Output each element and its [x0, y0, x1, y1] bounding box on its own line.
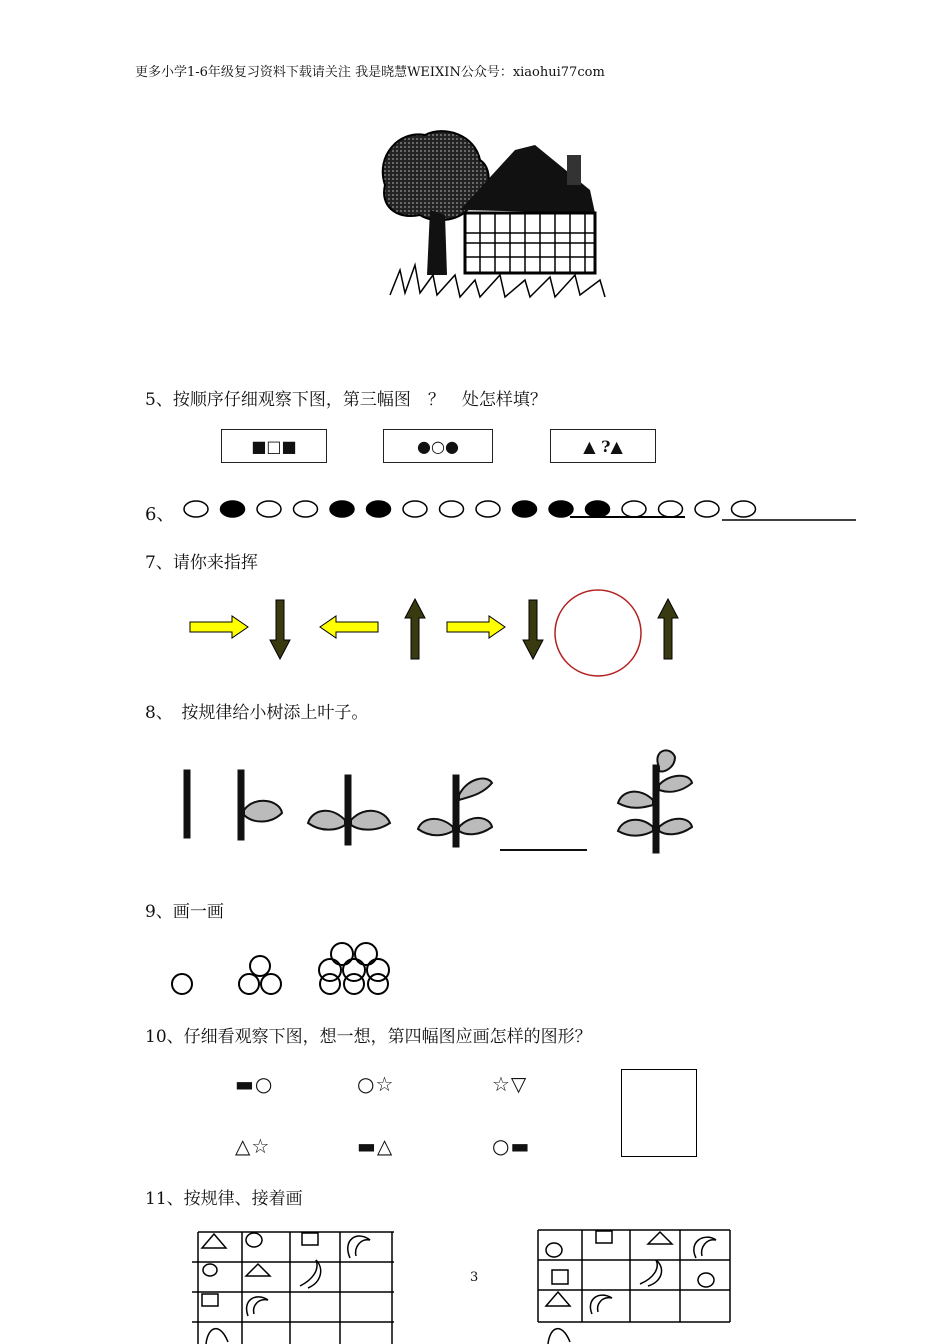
sapling-3: [308, 775, 390, 845]
question-8: 8、 按规律给小树添上叶子。: [145, 703, 369, 723]
sapling-6: [618, 750, 692, 853]
question-10: 10、仔细看观察下图，想一想，第四幅图应画怎样的图形？: [145, 1027, 592, 1047]
q7-arrow-down-6: [523, 600, 543, 659]
q6-ellipse-7: [403, 501, 427, 517]
sapling-4: [418, 775, 492, 847]
q6-ellipse-6: [367, 501, 391, 517]
q6-ellipse-4: [294, 501, 318, 517]
q10-row1-figure-2: ○☆: [357, 1072, 395, 1096]
page-header: 更多小学1-6年级复习资料下载请关注 我是晓慧WEIXIN公众号：xiaohui77com: [135, 65, 605, 80]
q10-row2-figure-2: ▬△: [357, 1134, 394, 1158]
question-5: 5、按顺序仔细观察下图，第三幅图 ？ 处怎样填？: [145, 390, 547, 410]
q5-box-3: ▲ ?▲: [550, 429, 656, 463]
q7-blank-circle[interactable]: [555, 590, 641, 676]
q11-grid-left: [192, 1230, 397, 1344]
q10-row2-figure-1: △☆: [235, 1134, 271, 1158]
q7-arrow-left-3: [320, 616, 378, 638]
question-11: 11、按规律、接着画: [145, 1189, 303, 1209]
stack-1-circle: [172, 974, 192, 994]
stack-3: [319, 943, 389, 994]
q9-circle-stacks: [165, 940, 405, 1000]
stack-2: [239, 956, 281, 994]
q8-sapling-sequence: [170, 745, 710, 860]
q7-arrow-right-5: [447, 616, 505, 638]
q6-ellipse-16: [732, 501, 756, 517]
q6-ellipse-12: [586, 501, 610, 517]
q7-arrow-right-1: [190, 616, 248, 638]
q10-row1-figure-1: ▬○: [235, 1072, 274, 1096]
q6-ellipse-3: [257, 501, 281, 517]
q7-arrow-down-2: [270, 600, 290, 659]
q7-arrow-up-8: [658, 599, 678, 659]
q10-row1-figure-3: ☆▽: [492, 1072, 528, 1096]
sapling-1: [184, 770, 190, 838]
q7-arrow-sequence: [180, 585, 700, 680]
q5-box-1: ■□■: [221, 429, 327, 463]
q7-arrow-up-4: [405, 599, 425, 659]
q6-ellipse-13: [622, 501, 646, 517]
q6-ellipse-10: [513, 501, 537, 517]
question-7: 7、请你来指挥: [145, 553, 258, 573]
question-6-label: 6、: [145, 504, 175, 525]
q6-ellipse-sequence: [180, 495, 860, 525]
q11-grid-right: [536, 1228, 734, 1344]
q5-box-2: ●○●: [383, 429, 493, 463]
tree-house-illustration: [375, 125, 615, 305]
q10-answer-box[interactable]: [621, 1069, 697, 1157]
q6-ellipse-15: [695, 501, 719, 517]
page-number: 3: [470, 1270, 479, 1285]
question-9: 9、画一画: [145, 902, 224, 922]
sapling-2: [238, 770, 282, 840]
q6-ellipse-14: [659, 501, 683, 517]
q6-ellipse-5: [330, 501, 354, 517]
q6-ellipse-1: [184, 501, 208, 517]
q6-ellipse-9: [476, 501, 500, 517]
q10-row2-figure-3: ○▬: [492, 1134, 531, 1158]
q6-ellipse-8: [440, 501, 464, 517]
q6-ellipse-11: [549, 501, 573, 517]
q6-ellipse-2: [221, 501, 245, 517]
